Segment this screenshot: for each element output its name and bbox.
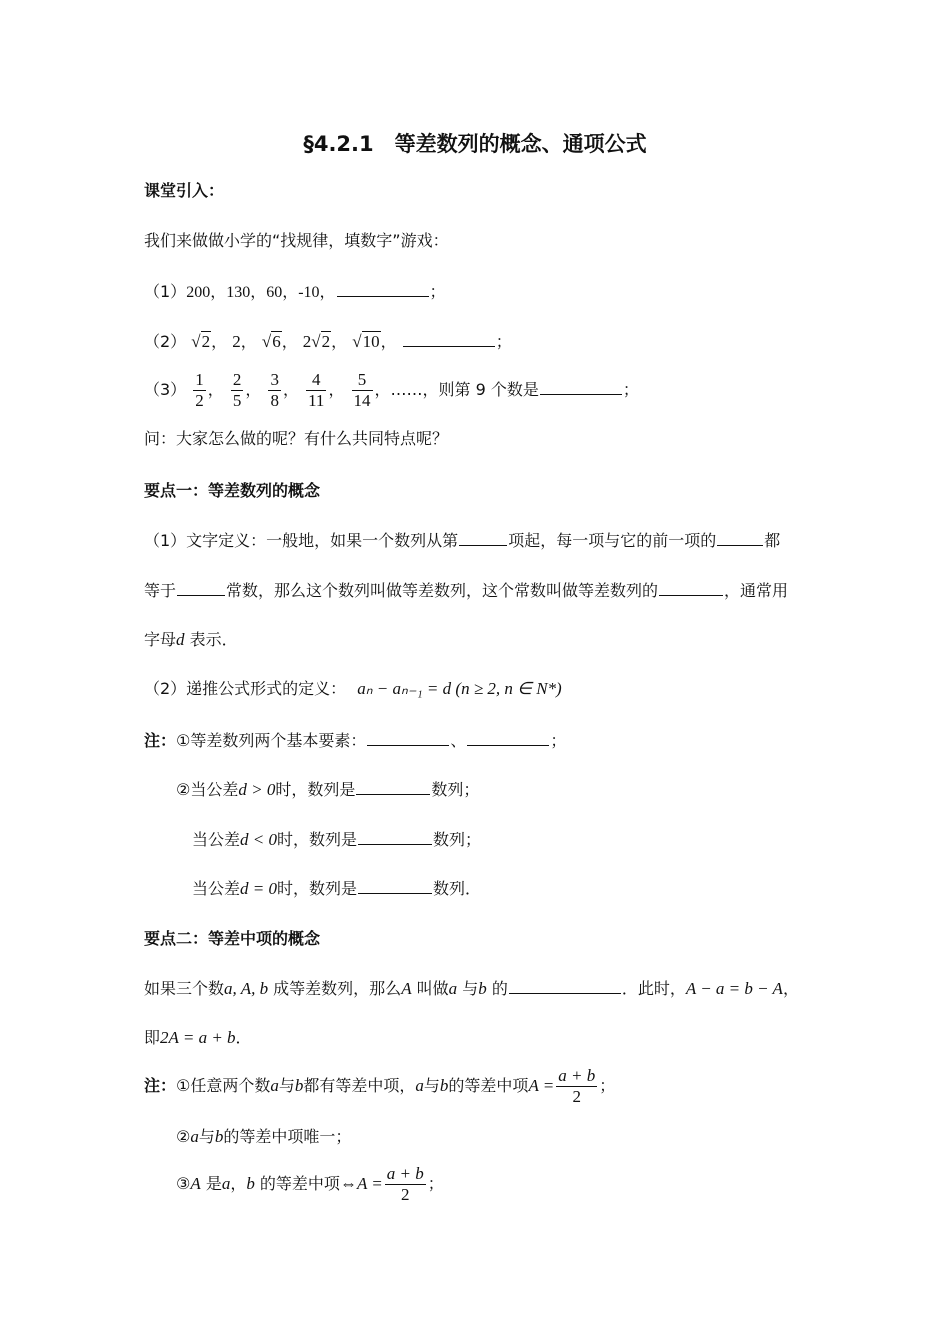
p1-text: ．此时，: [621, 979, 686, 998]
note3-blank[interactable]: [358, 828, 432, 845]
condition-d-zero: d = 0: [240, 879, 277, 898]
question-2: [144, 330, 512, 353]
def1-text: ，通常用: [724, 581, 789, 600]
p1-text: 的: [486, 979, 508, 998]
var-b: b: [439, 1076, 449, 1095]
var-b: b: [214, 1127, 224, 1146]
note3-text: 数列；: [433, 830, 482, 849]
note1-text: ①等差数列两个基本要素：: [176, 731, 367, 750]
def1-blank-2[interactable]: [717, 529, 763, 546]
p1-text: 叫做: [411, 979, 449, 998]
var-d: d: [176, 630, 185, 649]
q2-term-3: √6: [261, 332, 281, 351]
q3-fraction: $\frac{4}{11}$: [308, 370, 325, 410]
point1-def2: [144, 678, 562, 700]
n1-end: ；: [599, 1076, 616, 1095]
n1-fraction: $\frac{a + b}{2}$: [558, 1066, 596, 1106]
point2-heading: 要点二：等差中项的概念: [144, 929, 321, 948]
point1-note4: [192, 877, 481, 900]
n3-lhs: A =: [356, 1174, 383, 1193]
note1-sep: 、: [450, 731, 467, 750]
n2-text: ②: [176, 1127, 191, 1146]
q2-label: （2）: [144, 332, 187, 351]
note2-text: 数列；: [431, 780, 480, 799]
note3-text: 时，数列是: [277, 830, 358, 849]
def1-text: 字母: [144, 630, 177, 649]
point1-note2: [176, 778, 479, 801]
iff-symbol: ⇔: [339, 1174, 357, 1193]
q2-term-5: √10: [352, 332, 380, 351]
intro-question: 问：大家怎么做的呢？有什么共同特点呢？: [144, 429, 449, 448]
n2-text: 的等差中项唯一；: [223, 1127, 352, 1146]
var-a: a: [190, 1127, 199, 1146]
var-b: b: [246, 1174, 255, 1193]
intro-prompt: 我们来做做小学的“找规律，填数字”游戏：: [144, 231, 449, 250]
recursive-formula: aₙ − aₙ₋₁ = d (n ≥ 2, n ∈ N*): [357, 679, 562, 698]
q3-fraction: $\frac{3}{8}$: [270, 370, 279, 410]
intro-heading: 课堂引入：: [144, 181, 225, 200]
def1-text: 都: [764, 531, 781, 550]
q1-sequence: 200，130，60，-10，: [186, 284, 336, 301]
q1-label: （1）: [144, 282, 187, 301]
q1-blank[interactable]: [337, 280, 429, 297]
n3-end: ；: [427, 1174, 444, 1193]
q2-blank[interactable]: [403, 330, 495, 347]
q2-term-1: √2: [191, 332, 211, 351]
point2-note2: [176, 1126, 351, 1148]
note4-text: 当公差: [192, 879, 241, 898]
n1-text: 与: [423, 1076, 440, 1095]
var-a: a: [415, 1076, 424, 1095]
question-3: （3） $\frac{1}{2}$ ， $\frac{2}{5}$ ， $\frac{3}{8}$ ， $\frac{4}{11}$ ， $\frac{5}{14}$ ，……，则第 9 个数是 ；: [144, 370, 639, 410]
point1-note1: [144, 729, 566, 752]
point2-note3: [176, 1162, 444, 1206]
condition-d-negative: d < 0: [240, 830, 277, 849]
note1-blank-1[interactable]: [367, 729, 449, 746]
note-label: 注：: [144, 1076, 177, 1095]
note4-text: 时，数列是: [277, 879, 358, 898]
q3-blank[interactable]: [540, 378, 622, 395]
n3-fraction: $\frac{a + b}{2}$: [386, 1164, 424, 1204]
q1-end: ；: [429, 282, 446, 301]
q3-fraction: $\frac{2}{5}$: [232, 370, 242, 410]
def1-text: 表示．: [184, 630, 238, 649]
n2-text: 与: [198, 1127, 215, 1146]
q2-sep: ，: [331, 332, 348, 351]
p1-text: 与: [457, 979, 479, 998]
var-b: b: [294, 1076, 304, 1095]
q2-sep: ，: [211, 332, 228, 351]
p2-text: ．: [235, 1028, 252, 1047]
n3-text: ，: [230, 1174, 247, 1193]
n3-text: ③: [176, 1174, 191, 1193]
point1-def1-line2: [144, 579, 788, 602]
q2-sep: ，: [240, 332, 257, 351]
p1-text: ，: [782, 979, 799, 998]
question-1: [144, 280, 446, 304]
n1-lhs: A =: [528, 1076, 555, 1095]
p2-equation: 2A = a + b: [160, 1028, 236, 1047]
q2-sep: ，: [281, 332, 298, 351]
point2-p1: [144, 977, 799, 1000]
n1-text: 的等差中项: [448, 1076, 529, 1095]
point2-note1: [144, 1064, 615, 1108]
q2-term-2: 2: [232, 332, 241, 351]
note2-text: ②当公差: [176, 780, 239, 799]
var-a: a: [448, 979, 458, 998]
q3-fraction: $\frac{1}{2}$: [195, 370, 204, 410]
note1-end: ；: [550, 731, 567, 750]
note-label: 注：: [144, 731, 177, 750]
n3-text: 是: [200, 1174, 222, 1193]
note4-text: 数列．: [433, 879, 482, 898]
p1-equation: A − a = b − A: [685, 979, 783, 998]
def1-text: （1）文字定义：一般地，如果一个数列从第: [144, 531, 459, 550]
var-A: A: [401, 979, 412, 998]
p1-blank[interactable]: [509, 977, 621, 994]
n1-text: 都有等差中项，: [303, 1076, 416, 1095]
note2-text: 时，数列是: [275, 780, 356, 799]
q3-end: ；: [622, 380, 639, 399]
point1-note3: [192, 828, 481, 851]
def1-blank-4[interactable]: [659, 579, 723, 596]
point2-p2: [144, 1027, 252, 1049]
p1-text: 成等差数列，那么: [268, 979, 402, 998]
n1-text: ①任意两个数: [176, 1076, 271, 1095]
page-title: §4.2.1 等差数列的概念、通项公式: [303, 132, 647, 156]
n1-text: 与: [278, 1076, 295, 1095]
note3-text: 当公差: [192, 830, 241, 849]
q3-fraction: $\frac{5}{14}$: [353, 370, 371, 410]
q3-label: （3）: [144, 380, 187, 399]
q2-term-4: 2√2: [302, 332, 331, 351]
p2-text: 即: [144, 1028, 161, 1047]
var-A: A: [190, 1174, 201, 1193]
def1-blank-3[interactable]: [177, 579, 225, 596]
var-a: a: [221, 1174, 231, 1193]
note4-blank[interactable]: [358, 877, 432, 894]
q2-end: ；: [495, 332, 512, 351]
point1-def1-line3: [144, 629, 238, 651]
def1-text: 常数，那么这个数列叫做等差数列，这个常数叫做等差数列的: [226, 581, 659, 600]
def1-text: 项起，每一项与它的前一项的: [508, 531, 717, 550]
note1-blank-2[interactable]: [467, 729, 549, 746]
p1-vars: a, A, b: [224, 979, 269, 998]
n3-text: 的等差中项: [254, 1174, 340, 1193]
condition-d-positive: d > 0: [238, 780, 276, 799]
point1-def1-line1: [144, 529, 780, 552]
q3-tail: ，……，则第 9 个数是: [374, 380, 539, 399]
var-a: a: [270, 1076, 279, 1095]
p1-text: 如果三个数: [144, 979, 225, 998]
var-b: b: [478, 979, 487, 998]
q2-sep: ，: [380, 332, 397, 351]
def1-text: 等于: [144, 581, 177, 600]
note2-blank[interactable]: [356, 778, 430, 795]
point1-heading: 要点一：等差数列的概念: [144, 481, 321, 500]
def2-label: （2）递推公式形式的定义：: [144, 679, 347, 698]
def1-blank-1[interactable]: [459, 529, 507, 546]
